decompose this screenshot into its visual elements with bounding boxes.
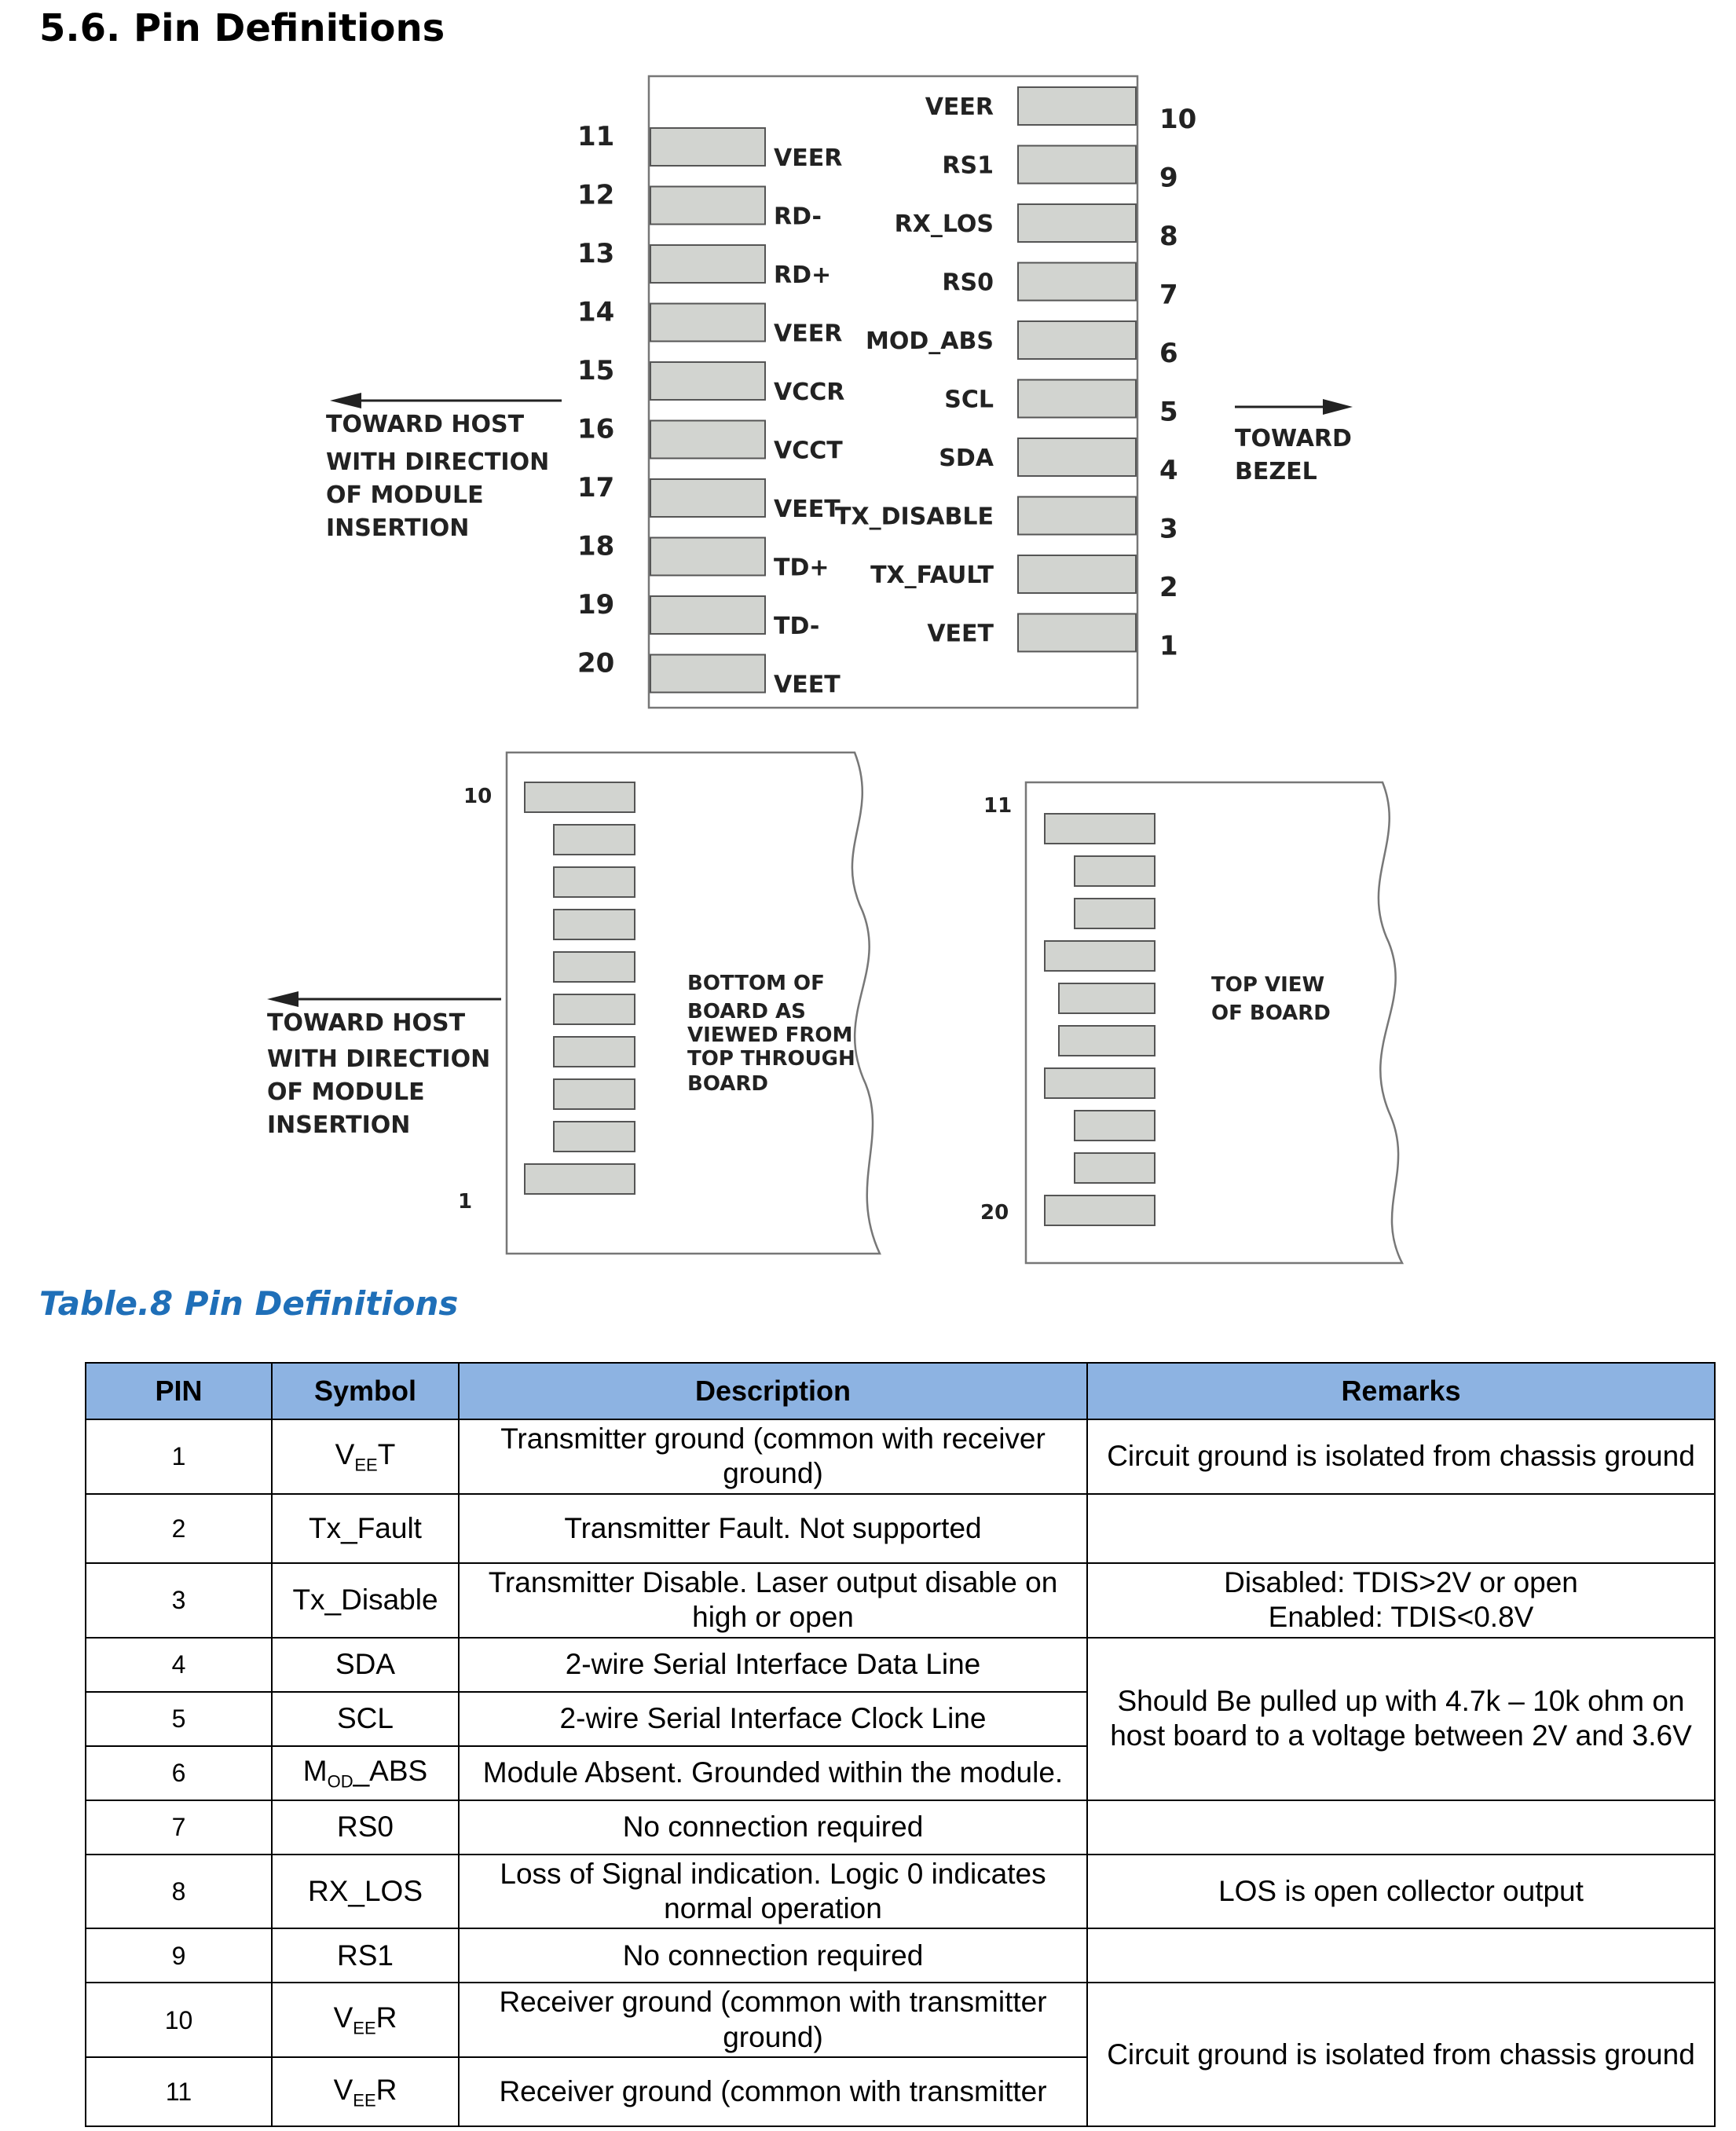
- pin-number: 18: [577, 530, 615, 562]
- table-row: [86, 1563, 1715, 1638]
- pin-number: 20: [577, 647, 615, 679]
- bottom-view-line3: VIEWED FROM: [687, 1023, 853, 1047]
- description-cell: 2-wire Serial Interface Data Line: [459, 1638, 1087, 1692]
- pin-number: 19: [577, 589, 615, 621]
- toward-host2-line1: TOWARD HOST: [267, 1009, 466, 1037]
- pin-number: 14: [577, 296, 615, 328]
- pin-pad: [650, 245, 765, 283]
- table-row: [86, 1855, 1715, 1929]
- symbol-cell: $V_{EE}R$: [272, 2057, 459, 2126]
- board-pin-pad: [554, 825, 635, 855]
- remarks-cell-merged: Circuit ground is isolated from chassis ground: [1087, 1983, 1715, 2126]
- pin-pad: [1018, 321, 1136, 359]
- remarks-cell: LOS is open collector output: [1087, 1855, 1715, 1929]
- description-cell: Transmitter Fault. Not supported: [459, 1494, 1087, 1563]
- pin-pad: [1018, 555, 1136, 593]
- pin-pad: [1018, 263, 1136, 301]
- pin-label: RX_LOS: [894, 211, 994, 238]
- remarks-cell-merged: Should Be pulled up with 4.7k – 10k ohm on host board to a voltage between 2V and 3.6V: [1087, 1638, 1715, 1800]
- board-pin-pad: [554, 867, 635, 897]
- remarks-cell: [1087, 1928, 1715, 1983]
- pin-pad: [650, 596, 765, 634]
- board-pin-pad: [554, 910, 635, 939]
- top-view-line1: TOP VIEW: [1211, 973, 1325, 997]
- bottom-view-line5: BOARD: [687, 1072, 768, 1096]
- table-row: [86, 1419, 1715, 1494]
- description-cell: Receiver ground (common with transmitter: [459, 2057, 1087, 2126]
- pin-number: 16: [577, 413, 615, 445]
- pin-cell: 8: [86, 1855, 272, 1929]
- remarks-cell: Disabled: TDIS>2V or open Enabled: TDIS<0.8V: [1087, 1563, 1715, 1638]
- pin-label: MOD_ABS: [866, 328, 994, 355]
- pin-label: VEET: [774, 671, 841, 699]
- pin-pad: [650, 128, 765, 166]
- pin-number: 15: [577, 355, 615, 386]
- remarks-cell: [1087, 1494, 1715, 1563]
- pin-number: 8: [1159, 221, 1178, 252]
- pin-cell: 5: [86, 1692, 272, 1746]
- pin-cell: 6: [86, 1746, 272, 1800]
- bottom-pin-bottom-number: 1: [458, 1190, 473, 1214]
- pin-number: 7: [1159, 279, 1178, 311]
- pin-number: 1: [1159, 630, 1178, 662]
- top-view-line2: OF BOARD: [1211, 1001, 1331, 1025]
- description-cell: No connection required: [459, 1928, 1087, 1983]
- symbol-cell: RS0: [272, 1800, 459, 1855]
- symbol-cell: $V_{EE}T$: [272, 1419, 459, 1494]
- board-pin-pad: [1075, 856, 1155, 886]
- pin-cell: 4: [86, 1638, 272, 1692]
- toward-host-line4: INSERTION: [326, 514, 470, 542]
- remarks-cell: Circuit ground is isolated from chassis ground: [1087, 1419, 1715, 1494]
- pin-number: 9: [1159, 162, 1178, 194]
- pin-pad: [650, 362, 765, 400]
- pin-pad: [650, 655, 765, 693]
- pin-cell: 7: [86, 1800, 272, 1855]
- toward-host-line1: TOWARD HOST: [326, 411, 525, 438]
- board-pin-pad: [1045, 1068, 1155, 1098]
- pin-cell: 9: [86, 1928, 272, 1983]
- table-header-row: [86, 1363, 1715, 1419]
- table-caption: Table.8 Pin Definitions: [39, 1284, 459, 1323]
- section-heading: 5.6. Pin Definitions: [39, 6, 445, 50]
- pin-label: VEER: [774, 145, 843, 172]
- description-cell: No connection required: [459, 1800, 1087, 1855]
- board-pin-pad: [525, 782, 635, 812]
- table-row: [86, 1983, 1715, 2057]
- pin-number: 3: [1159, 513, 1178, 545]
- pin-label: VCCR: [774, 379, 845, 406]
- table-row: [86, 1638, 1715, 1692]
- symbol-cell: Tx_Fault: [272, 1494, 459, 1563]
- pin-label: SDA: [939, 445, 994, 472]
- toward-host-line2: WITH DIRECTION: [326, 449, 550, 476]
- header-pin: PIN: [86, 1363, 272, 1419]
- pin-label: TX_DISABLE: [835, 503, 994, 531]
- header-remarks: Remarks: [1087, 1363, 1715, 1419]
- pin-number: 17: [577, 472, 615, 503]
- pin-definitions-table: [85, 1362, 1716, 2127]
- board-pin-pad: [1045, 941, 1155, 971]
- pin-number: 13: [577, 238, 615, 269]
- toward-host-arrowhead: [330, 393, 361, 408]
- toward-host-line3: OF MODULE: [326, 481, 484, 509]
- pin-label: RD+: [774, 262, 832, 289]
- pin-label: SCL: [944, 386, 994, 414]
- symbol-cell: Tx_Disable: [272, 1563, 459, 1638]
- pin-cell: 1: [86, 1419, 272, 1494]
- pin-number: 4: [1159, 455, 1178, 486]
- description-cell: Transmitter ground (common with receiver ground): [459, 1419, 1087, 1494]
- pin-pad: [1018, 146, 1136, 184]
- header-symbol: Symbol: [272, 1363, 459, 1419]
- board-pin-pad: [1059, 983, 1155, 1013]
- board-pin-pad: [1075, 899, 1155, 928]
- board-pin-pad: [554, 1037, 635, 1067]
- board-pin-pad: [1059, 1026, 1155, 1056]
- table-row: [86, 1928, 1715, 1983]
- pin-pad: [1018, 87, 1136, 125]
- description-cell: 2-wire Serial Interface Clock Line: [459, 1692, 1087, 1746]
- pin-number: 12: [577, 179, 615, 211]
- pin-cell: 10: [86, 1983, 272, 2057]
- toward-host2-line2: WITH DIRECTION: [267, 1045, 491, 1073]
- description-cell: Loss of Signal indication. Logic 0 indicates normal operation: [459, 1855, 1087, 1929]
- board-pin-pad: [554, 1122, 635, 1152]
- pin-pad: [1018, 204, 1136, 242]
- description-cell: Module Absent. Grounded within the module.: [459, 1746, 1087, 1800]
- bottom-pin-top-number: 10: [463, 785, 493, 808]
- pin-diagram: [0, 63, 1736, 1272]
- top-pin-top-number: 11: [983, 794, 1013, 818]
- pin-label: RS1: [942, 152, 994, 180]
- bottom-view-line1: BOTTOM OF: [687, 972, 825, 995]
- toward-host2-line3: OF MODULE: [267, 1078, 425, 1106]
- description-cell: Transmitter Disable. Laser output disable on high or open: [459, 1563, 1087, 1638]
- board-pin-pad: [554, 1079, 635, 1109]
- toward-bezel-line1: TOWARD: [1235, 425, 1352, 452]
- symbol-cell: RS1: [272, 1928, 459, 1983]
- pin-label: TD-: [774, 613, 820, 640]
- pin-number: 11: [577, 121, 615, 152]
- bottom-view-line4: TOP THROUGH: [687, 1047, 855, 1071]
- symbol-cell: SDA: [272, 1638, 459, 1692]
- pin-label: RD-: [774, 203, 822, 231]
- header-description: Description: [459, 1363, 1087, 1419]
- board-pin-pad: [525, 1164, 635, 1194]
- pin-pad: [650, 538, 765, 576]
- toward-bezel-arrowhead: [1323, 399, 1353, 415]
- pin-pad: [1018, 438, 1136, 476]
- pin-pad: [1018, 497, 1136, 535]
- table-row: [86, 1800, 1715, 1855]
- pin-pad: [650, 479, 765, 517]
- pin-label: VEET: [927, 620, 994, 648]
- top-pin-bottom-number: 20: [980, 1201, 1009, 1225]
- toward-host-arrowhead-2: [267, 991, 298, 1007]
- symbol-cell: $V_{EE}R$: [272, 1983, 459, 2057]
- pin-number: 6: [1159, 338, 1178, 369]
- pin-pad: [650, 421, 765, 459]
- pin-number: 10: [1159, 104, 1197, 135]
- pin-label: VEER: [774, 320, 843, 348]
- pin-number: 2: [1159, 572, 1178, 603]
- board-pin-pad: [1075, 1111, 1155, 1141]
- pin-pad: [1018, 380, 1136, 418]
- pin-pad: [650, 304, 765, 342]
- board-pin-pad: [554, 994, 635, 1024]
- description-cell: Receiver ground (common with transmitter ground): [459, 1983, 1087, 2057]
- board-pin-pad: [1045, 814, 1155, 844]
- pin-cell: 11: [86, 2057, 272, 2126]
- pin-label: VEER: [925, 93, 994, 121]
- pin-cell: 3: [86, 1563, 272, 1638]
- pin-pad: [650, 187, 765, 225]
- pin-cell: 2: [86, 1494, 272, 1563]
- board-pin-pad: [554, 952, 635, 982]
- pin-label: RS0: [942, 269, 994, 297]
- pin-number: 5: [1159, 396, 1178, 428]
- symbol-cell: $M_{OD}\_ABS$: [272, 1746, 459, 1800]
- pin-label: TD+: [774, 554, 830, 582]
- toward-bezel-line2: BEZEL: [1235, 458, 1317, 485]
- pin-label: VCCT: [774, 437, 843, 465]
- symbol-cell: SCL: [272, 1692, 459, 1746]
- board-pin-pad: [1045, 1195, 1155, 1225]
- table-row: [86, 1494, 1715, 1563]
- symbol-cell: RX_LOS: [272, 1855, 459, 1929]
- bottom-view-line2: BOARD AS: [687, 1000, 806, 1023]
- toward-host2-line4: INSERTION: [267, 1111, 411, 1139]
- remarks-cell: [1087, 1800, 1715, 1855]
- pin-pad: [1018, 614, 1136, 652]
- pin-label: VEET: [774, 496, 841, 523]
- board-pin-pad: [1075, 1153, 1155, 1183]
- pin-label: TX_FAULT: [870, 562, 994, 589]
